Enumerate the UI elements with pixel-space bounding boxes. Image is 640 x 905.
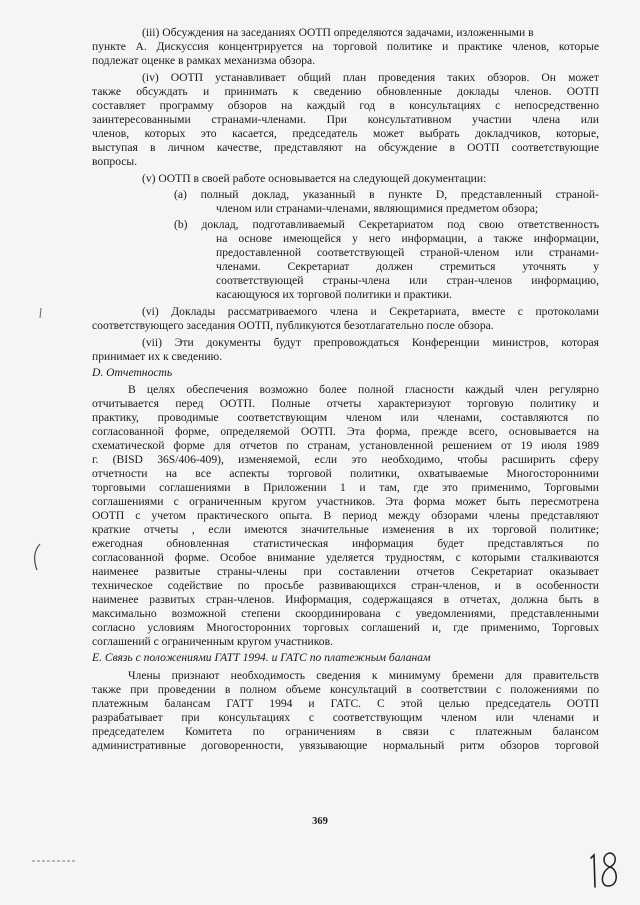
section-d-line-13: согласованной форме. Особое внимание уделяется трудностям, с которыми сталкиваются xyxy=(92,551,599,564)
section-d-line-7: отчетности на все аспекты торговой политики, охватываемые Многосторонними xyxy=(92,467,599,480)
margin-bracket-mark xyxy=(28,540,44,580)
section-e-line-6: административные договоренности, увязывающие нормальный ритм обзоров торговой xyxy=(92,739,599,752)
item-b-line-2: на основе имеющейся у него информации, а также информации, xyxy=(216,232,599,245)
para-iv-line-3: составляет программу обзоров на каждый год в консультациях с непосредственно xyxy=(92,99,599,112)
section-e-line-5: председателем Комитета по ограничениям в связи с платежным балансом xyxy=(92,725,599,738)
para-vii-line-1: (vii) Эти документы будут препровождаться Конференции министров, которая xyxy=(142,336,599,349)
para-vi-line-1: (vi) Доклады рассматриваемого члена и Секретариата, вместе с протоколами xyxy=(142,305,599,318)
section-d-line-12: ежегодная обновленная статистическая информация будет представляться по xyxy=(92,537,599,550)
para-iv-line-5: членов, которых это касается, председатель может выбрать докладчиков, которые, xyxy=(92,127,599,140)
item-b-line-5: соответствующей страны-члена или стран-членов информацию, xyxy=(216,274,599,287)
section-d-heading: D. Отчетность xyxy=(92,366,173,379)
section-d-line-18: согласно условиям Многосторонних торговых соглашений и, где применимо, Торговых xyxy=(92,621,599,634)
section-e-heading: E. Связь с положениями ГАТТ 1994. и ГАТС по платежным баланам xyxy=(92,651,431,664)
section-d-line-2: отчитывается перед ООТП. Полные отчеты характеризуют торговую политику и xyxy=(92,397,599,410)
para-iii-line-1: (iii) Обсуждения на заседаниях ООТП определяются задачами, изложенными в xyxy=(142,26,534,39)
section-d-line-3: практику, проводимые соответствующим членом или членами, составляются по xyxy=(92,411,599,424)
item-b-line-6: касающуюся их торговой политики и практики. xyxy=(216,288,453,301)
para-vii-line-2: принимает их к сведению. xyxy=(92,350,223,363)
item-b-line-4: членами. Секретариат должен стремиться уточнять у xyxy=(216,260,599,273)
item-a-line-2: членом или странами-членами, являющимися предметом обзора; xyxy=(216,202,539,215)
section-d-line-14: наименее развитые страны-члены при составлении отчетов Секретариат оказывает xyxy=(92,565,599,578)
para-iii-line-2: пункте А. Дискуссия концентрируется на торговой политике и практике членов, которые xyxy=(92,40,599,53)
page-number: 369 xyxy=(312,816,328,827)
section-d-line-5: схематической форме для отчетов по странам, установленной решением от 19 июля 1989 xyxy=(92,439,599,452)
handwritten-folio-number xyxy=(584,848,624,892)
section-e-line-4: разрабатывает при консультациях с соответствующим членом или членами и xyxy=(92,711,599,724)
section-d-line-4: согласованной форме, определяемой ООТП. Эта форма, прежде всего, основывается на xyxy=(92,425,599,438)
para-iv-line-1: (iv) ООТП устанавливает общий план проведения таких обзоров. Он может xyxy=(142,71,599,84)
para-iv-line-4: заинтересованными странами-членами. При консультативном участии члена или xyxy=(92,113,599,126)
section-e-line-2: также при проведении в полном объеме консультаций в соответствии с положениями по xyxy=(92,683,599,696)
section-d-line-9: соглашениями с ограниченным кругом участников. Эта форма может быть пересмотрена xyxy=(92,495,599,508)
section-d-line-10: ООТП с учетом практического опыта. В период между обзорами члены представляют xyxy=(92,509,599,522)
item-a-line-1: (a) полный доклад, указанный в пункте D, представленный страной- xyxy=(174,188,599,201)
section-d-line-17: максимально возможной степени скоординирована с уведомлениями, представленными xyxy=(92,607,599,620)
margin-tick-mark xyxy=(36,300,46,340)
item-b-line-1: (b) доклад, подготавливаемый Секретариатом под свою ответственность xyxy=(174,218,599,231)
para-iv-line-7: вопросы. xyxy=(92,155,138,168)
para-v-line-1: (v) ООТП в своей работе основывается на следующей документации: xyxy=(142,172,487,185)
item-b-line-3: предоставленной соответствующей страной-членом или странами- xyxy=(216,246,599,259)
para-vi-line-2: соответствующего заседания ООТП, публикуются безотлагательно после обзора. xyxy=(92,319,494,332)
para-iv-line-6: выступая в личном качестве, представляют на обсуждение в ООТП соответствующие xyxy=(92,141,599,154)
section-d-line-6: г. (BISD 36S/406-409), изменяемой, если это необходимо, чтобы расширить сферу xyxy=(92,453,599,466)
section-d-line-1: В целях обеспечения возможно более полной гласности каждый член регулярно xyxy=(128,383,599,396)
bottom-dashed-mark xyxy=(30,856,80,866)
section-d-line-19: соглашений с ограниченным кругом участников. xyxy=(92,635,333,648)
section-d-line-11: краткие отчеты , если имеются значительные изменения в их торговой политике; xyxy=(92,523,599,536)
section-d-line-15: техническое содействие по просьбе развивающихся стран-членов, и в особенности xyxy=(92,579,599,592)
para-iii-line-3: подлежат оценке в рамках механизма обзора. xyxy=(92,54,316,67)
section-e-line-1: Члены признают необходимость сведения к минимуму бремени для правительств xyxy=(128,669,599,682)
section-d-line-8: торговыми соглашениями в Приложении 1 и там, где это применимо, Торговыми xyxy=(92,481,599,494)
para-iv-line-2: также обсуждать и принимать к сведению обновленные доклады членов. ООТП xyxy=(92,85,599,98)
section-e-line-3: платежным балансам ГАТТ 1994 и ГАТС. С этой целью председатель ООТП xyxy=(92,697,599,710)
section-d-line-16: наименее развитых стран-членов. Информация, содержащаяся в отчетах, должна быть в xyxy=(92,593,599,606)
